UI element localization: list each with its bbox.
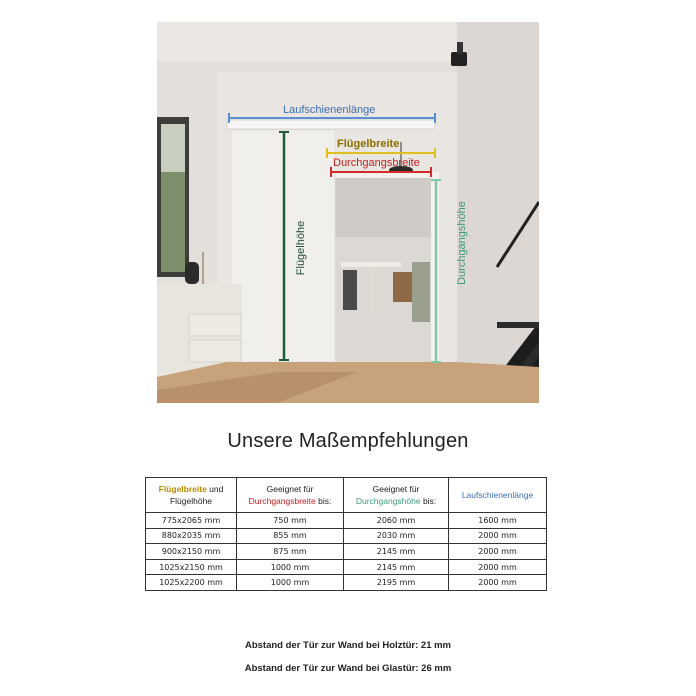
- cell-durchgangshoehe: 2145 mm: [344, 559, 449, 575]
- table-row: [146, 528, 547, 544]
- cell-laufschienenlaenge: 2000 mm: [449, 559, 547, 575]
- cell-fluegelmass: 1025x2150 mm: [146, 559, 237, 575]
- label-laufschienenlaenge: Laufschienenlänge: [283, 104, 376, 116]
- cell-durchgangshoehe: 2145 mm: [344, 544, 449, 560]
- header-durchgangsbreite: [237, 478, 344, 513]
- cell-fluegelmass: 1025x2200 mm: [146, 575, 237, 591]
- label-durchgangshoehe: Durchgangshöhe: [455, 201, 468, 285]
- page-title: Unsere Maßempfehlungen: [227, 430, 469, 452]
- header-laufschienenlaenge: [449, 478, 547, 513]
- cell-durchgangshoehe: 2060 mm: [344, 513, 449, 529]
- cell-durchgangsbreite: 1000 mm: [237, 575, 344, 591]
- table-header-row: [146, 478, 547, 513]
- cell-durchgangsbreite: 1000 mm: [237, 559, 344, 575]
- product-photo: [157, 22, 539, 403]
- cell-durchgangsbreite: 875 mm: [237, 544, 344, 560]
- label-fluegelbreite: Flügelbreite: [337, 138, 400, 150]
- label-fluegelhoehe: Flügelhöhe: [295, 220, 308, 276]
- cell-laufschienenlaenge: 2000 mm: [449, 544, 547, 560]
- cell-fluegelmass: 900x2150 mm: [146, 544, 237, 560]
- header-durchgangshoehe: [344, 478, 449, 513]
- header-und-text: und: [206, 484, 224, 494]
- header-fluegelmasse: [146, 478, 237, 513]
- header-geeignet-text: Geeignet für: [372, 484, 420, 494]
- header-bis-text: bis:: [420, 496, 437, 506]
- header-durchgangshoehe-text: Durchgangshöhe: [355, 496, 421, 506]
- cell-durchgangsbreite: 750 mm: [237, 513, 344, 529]
- cell-laufschienenlaenge: 1600 mm: [449, 513, 547, 529]
- header-fluegelbreite-text: Flügelbreite: [158, 484, 207, 494]
- cell-fluegelmass: 775x2065 mm: [146, 513, 237, 529]
- size-recommendation-table: [145, 477, 547, 591]
- table-row: [146, 559, 547, 575]
- header-laufschienenlaenge-text: Laufschienenlänge: [461, 490, 534, 500]
- table-row: [146, 575, 547, 591]
- cell-fluegelmass: 880x2035 mm: [146, 528, 237, 544]
- cell-laufschienenlaenge: 2000 mm: [449, 575, 547, 591]
- header-durchgangsbreite-text: Durchgangsbreite: [248, 496, 316, 506]
- table-row: [146, 513, 547, 529]
- header-geeignet-text: Geeignet für: [266, 484, 314, 494]
- header-bis-text: bis:: [315, 496, 332, 506]
- cell-laufschienenlaenge: 2000 mm: [449, 528, 547, 544]
- cell-durchgangshoehe: 2030 mm: [344, 528, 449, 544]
- table-row: [146, 544, 547, 560]
- cell-durchgangsbreite: 855 mm: [237, 528, 344, 544]
- header-fluegelhoehe-text: Flügelhöhe: [169, 496, 213, 506]
- label-durchgangsbreite: Durchgangsbreite: [333, 157, 420, 169]
- cell-durchgangshoehe: 2195 mm: [344, 575, 449, 591]
- note-holztuer-abstand: Abstand der Tür zur Wand bei Holztür: 21 mm: [244, 640, 452, 651]
- note-glastuer-abstand: Abstand der Tür zur Wand bei Glastür: 26 mm: [244, 663, 452, 674]
- room-illustration: [157, 22, 539, 403]
